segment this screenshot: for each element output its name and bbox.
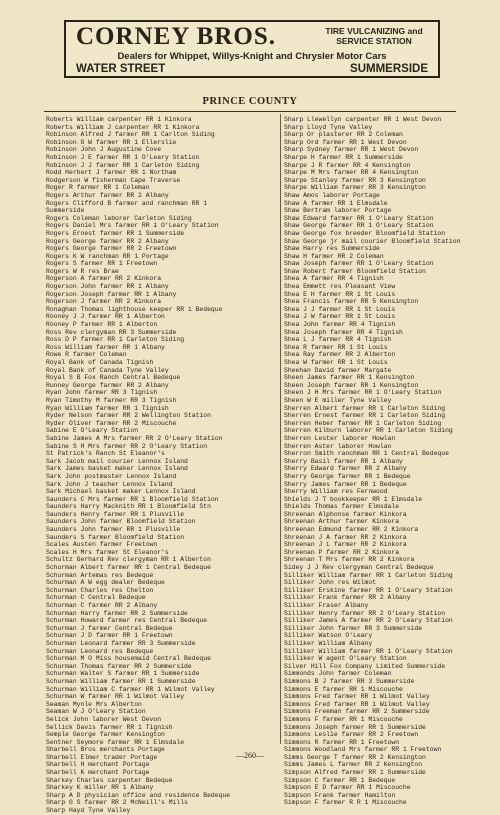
directory-entry: Schurman Albert farmer RR 1 Central Bedeque (46, 564, 211, 572)
directory-entry: Rogers W R res Brae (46, 267, 119, 275)
directory-entry: Schurman Walter S farmer RR 1 Summerside (46, 670, 200, 678)
directory-entry: Royal Bank of Canada Tignish (46, 359, 154, 366)
directory-entry: Ross William farmer RR 1 Albany (46, 343, 165, 351)
directory-entry: Shields J T bookkeeper RR 1 Elmsdale (284, 495, 423, 503)
directory-entry: Silliker John farmer RR 3 Summerside (284, 624, 423, 632)
directory-entry: Silliker John res Wilmot (284, 579, 377, 587)
directory-entry: Rogers Daniel Mrs farmer RR 1 O'Leary Station (46, 222, 219, 230)
directory-entry: Sheehan David farmer Margate (284, 366, 392, 374)
directory-entry: Sark John postmaster Lennox Island (46, 472, 177, 480)
directory-entry: Sabine James A Mrs farmer RR 2 O'Leary Station (46, 434, 223, 442)
directory-entry: Schurman Howard farmer res Central Bedeque (46, 617, 208, 625)
directory-entry: Sherren Aster laborer Howlan (284, 442, 392, 450)
directory-entry: Robinson G W farmer RR 1 Ellerslie (46, 138, 177, 146)
directory-entry: Schurman Leonard farmer RR 3 Summerside (46, 639, 196, 647)
directory-entry: Seaman W J O'Leary Station (46, 708, 146, 716)
directory-entry: Sark Jacob mail courier Lennox Island (46, 457, 188, 465)
directory-entry: Robinson Alfred J farmer RR 1 Carlton Siding (46, 131, 215, 139)
directory-entry: Shaw Harry res Summerside (284, 245, 380, 253)
directory-entry: Rowe R farmer Coleman (46, 351, 127, 359)
directory-entry: Simmons Freeman farmer RR 2 Summerside (284, 708, 430, 716)
directory-entry: Simmons E farmer RR 1 Miscouche (284, 685, 403, 693)
directory-entry: Silliker William farmer RR 1 O'Leary Station (284, 647, 453, 655)
ad-city: SUMMERSIDE (350, 63, 428, 75)
directory-entry: Rogers Coleman laborer Carleton Siding (46, 214, 192, 222)
directory-entry: Runney George farmer RR 2 Albany (46, 381, 169, 389)
directory-entry: Sherren Heber farmer RR 1 Carleton Siding (284, 419, 442, 427)
directory-entry: Schurman M O Miss housemaid Central Bedeque (46, 655, 211, 663)
directory-entry: Seaman Mynle Mrs Alberton (46, 700, 142, 708)
directory-entry: Ryan William farmer RR 1 Tignish (46, 404, 169, 412)
directory-entry: Rogers Clifford B farmer and ranchman RR 1 (46, 199, 208, 207)
directory-entry: Shea R farmer RR 1 St Louis (284, 343, 388, 351)
directory-entry: Shreenan Alphonse farmer Kinkora (284, 510, 407, 518)
directory-entry: Schurman Leonard res Bedeque (46, 647, 154, 655)
directory-entry: Rogerson John farmer RR 1 Albany (46, 283, 169, 291)
directory-entry: Saunders C Mrs farmer RR 1 Bloomfield Station (46, 495, 219, 503)
directory-entry: Sheen W E miller Tyne Valley (284, 396, 392, 404)
left-column (46, 116, 270, 815)
directory-entry: Schurman C farmer RR 2 Albany (46, 602, 158, 609)
directory-entry: Sharkey Charles carpenter Bedeque (46, 776, 173, 784)
directory-entry: Royal S B Fox Ranch Central Bedeque (46, 374, 181, 382)
directory-entry: Sherren Lester laborer Howlan (284, 434, 396, 442)
directory-entry: Sharp G S farmer RR 2 McNeill's Mills (46, 799, 188, 807)
directory-entry: Rodd Herbert J farmer RR 1 Northam (46, 169, 177, 177)
directory-entry: Shaw George jr mail courier Bloomfield Station (284, 237, 461, 245)
directory-entry: Shreenan Edmund farmer RR 2 Kinkora (284, 526, 419, 534)
directory-entry: Shaw Bertram laborer Portage (284, 207, 392, 215)
directory-entry: Rooney J J farmer RR 1 Alberton (46, 313, 165, 321)
directory-entry: Saunders S farmer Bloomfield Station (46, 533, 185, 541)
directory-entry: Silliker Henry farmer RR 2 O'Leary Station (284, 609, 446, 617)
directory-entry: Shields Thomas farmer Elmsdale (284, 503, 400, 511)
directory-entry: Simms George T farmer RR 2 Kensington (284, 753, 426, 761)
directory-entry: Shea Ray farmer RR 2 Alberton (284, 351, 396, 359)
directory-entry: Simmons F farmer RR 1 Miscouche (284, 715, 403, 723)
directory-entry: Schurman William farmer RR 1 Summerside (46, 677, 196, 685)
directory-entry: Sharpe M Mrs farmer RR 4 Kensington (284, 169, 419, 177)
directory-entry: Rodgerson W fisherman Cape Traverse (46, 176, 181, 184)
directory-entry: Shea E H farmer RR 1 St Louis (284, 290, 396, 298)
directory-entry: Robinson John J Augustine Cove (46, 146, 162, 154)
directory-entry: Rogerson Joseph farmer RR 1 Albany (46, 290, 177, 298)
directory-entry: Sherren Kilburn laborer RR 1 Carleton Siding (284, 427, 453, 435)
ad-title: CORNEY BROS. (76, 23, 276, 50)
directory-entry: Shreenan T Mrs farmer RR 2 Kinkora (284, 556, 415, 564)
directory-entry: Robinson J J farmer RR 1 Carleton Siding (46, 161, 200, 169)
directory-entry: Sharbell Elmer trader Portage (46, 753, 158, 761)
directory-entry: Rogers Ernest farmer RR 1 Summerside (46, 229, 185, 237)
directory-entry: Sherry George farmer RR 1 Bedeque (284, 472, 411, 480)
directory-entry: Shaw Robert farmer Bloomfield Station (284, 267, 426, 275)
directory-entry: Sheen Joseph farmer RR 1 Kensington (284, 381, 419, 389)
directory-entry: Sharpe Stanley farmer RR 3 Kensington (284, 176, 426, 184)
directory-entry: Silliker Frank farmer RR 2 Albany (284, 594, 411, 602)
directory-entry: Sellick Davis farmer RR 1 Tignish (46, 723, 173, 731)
directory-entry: Rogers S farmer RR 1 Freetown (46, 260, 158, 268)
directory-entry: Ryan Timothy M farmer RR 3 Tignish (46, 396, 177, 404)
directory-entry: Ryan John farmer RR 3 Tignish (46, 389, 158, 397)
directory-entry: Simmons Joseph farmer RR 1 Summerside (284, 723, 426, 731)
directory-entry: Sharp Hayd Tyne Valley (46, 807, 131, 815)
directory-entry: Semple George farmer Kensington (46, 731, 165, 739)
directory-entry: Silliker Watson O'Leary (284, 632, 373, 640)
directory-entry: Shreenan Arthur farmer Kinkora (284, 518, 400, 526)
directory-entry: Shaw Edward farmer RR 1 O'Leary Station (284, 214, 434, 222)
directory-entry: Simpson C farmer RR 1 Bedeque (284, 776, 396, 784)
directory-entry: Schurman Thomas farmer RR 2 Summerside (46, 662, 192, 670)
directory-entry: Shaw H farmer RR 2 Coleman (284, 252, 384, 260)
directory-entry: Sharp Or plasterer RR 2 Coleman (284, 131, 403, 139)
directory-entry: Rogerson J farmer RR 2 Kinkora (46, 298, 162, 306)
directory-entry: Sharpe H farmer RR 1 Summerside (284, 153, 403, 161)
directory-entry: Sherry Basil farmer RR 1 Albany (284, 457, 403, 465)
directory-entry: Schurman J farmer Central Bedeque (46, 624, 173, 632)
directory-entry: Simmonds John farmer Coleman (284, 670, 392, 678)
directory-entry: St Patrick's Ranch St Eleanor's (46, 450, 165, 458)
directory-entry: Scales H Mrs farmer St Eleanor's (46, 548, 169, 556)
directory-entry: Shea W farmer RR 1 St Louis (284, 359, 388, 366)
directory-entry: Sherren Ernest farmer RR 1 Carleton Siding (284, 412, 446, 420)
directory-entry: Simmons Woodland Mrs farmer RR 1 Freetown (284, 746, 442, 754)
directory-entry: Silliker William Albany (284, 639, 373, 647)
directory-entry: Shea L J farmer RR 4 Tignish (284, 336, 392, 344)
directory-entry: Saunders Harry Macknith RR 1 Bloomfield Stn (46, 503, 211, 511)
directory-entry: Schurman Harry farmer RR 2 Summerside (46, 609, 188, 617)
directory-entry: Sheen J H Mrs farmer RR 1 O'Leary Station (284, 389, 442, 397)
directory-entry: Sabine E O'Leary Station (46, 427, 139, 435)
ad-services-line2: SERVICE STATION (336, 36, 412, 46)
directory-entry: Shaw A farmer RR 1 Elmsdale (284, 199, 388, 207)
directory-entry: Silliker James A farmer RR 2 O'Leary Station (284, 617, 453, 625)
directory-entry: Saunders Henry farmer RR 1 Plusville (46, 510, 185, 518)
directory-entry: Sharpe William farmer RR 3 Kensington (284, 184, 426, 192)
directory-entry: Simmons Fred farmer RR 1 Wilmot Valley (284, 700, 430, 708)
directory-entry: Sherry Edward farmer RR 2 Albany (284, 465, 407, 473)
ad-street: WATER STREET (76, 63, 166, 75)
directory-entry: Sark John J teacher Lennox Island (46, 480, 173, 488)
directory-entry: Schurman J D farmer RR 1 Freetown (46, 632, 173, 640)
directory-entry: Shreenan P farmer RR 2 Kinkora (284, 548, 400, 556)
directory-entry: Shea Joseph farmer RR 4 Tignish (284, 328, 403, 336)
advertisement-box (64, 20, 440, 78)
directory-entry: Sherron Smith ranchman RR 1 Central Bedeque (284, 450, 449, 458)
directory-entry: Shreenan J L farmer RR 2 Kinkora (284, 541, 407, 549)
directory-entry: Scales Austen farmer Freetown (46, 541, 158, 549)
page-number: —260— (236, 751, 264, 760)
directory-entry: Schurman Charles res Chelton (46, 586, 154, 594)
directory-entry: Shaw George farmer RR 1 O'Leary Station (284, 222, 434, 230)
directory-entry: Sharbell K merchant Portage (46, 769, 150, 777)
directory-entry: Silliker Fraser Albany (284, 602, 369, 609)
directory-entry: Silliker W agent O'Leary Station (284, 655, 407, 663)
directory-entry: Rogers George farmer RR 2 Albany (46, 237, 169, 245)
directory-entry: Simmons B J farmer RR 3 Summerside (284, 677, 415, 685)
directory-entry: Ronaghan Thomas lighthouse keeper RR 1 Bedeque (46, 305, 223, 313)
directory-entry: Sharkey K miller RR 1 Albany (46, 784, 154, 792)
directory-entry: Sherry James farmer RR 1 Bedeque (284, 480, 407, 488)
directory-entry: Shea J W farmer RR 1 St Louis (284, 313, 396, 321)
right-column (284, 116, 500, 807)
directory-entry: Schurman William C farmer RR 1 Wilmot Valley (46, 685, 215, 693)
county-heading: PRINCE COUNTY (202, 96, 298, 107)
directory-entry: Sidey J J Rev clergyman Central Bedeque (284, 564, 434, 572)
directory-entry: Sark Michael basket maker Lennox Island (46, 488, 196, 496)
directory-entry: Silliker Erskine farmer RR 1 O'Leary Station (284, 586, 453, 594)
directory-entry: Sharbell Bros merchants Portage (46, 746, 165, 754)
directory-entry: Silliker William farmer RR 1 Carleton Siding (284, 571, 453, 579)
directory-entry: Simmons R farmer RR 1 Freetown (284, 738, 400, 746)
directory-entry: Sheen James farmer RR 1 Kensington (284, 374, 415, 382)
directory-entry: Schurman W farmer RR 1 Wilmot Valley (46, 693, 185, 701)
directory-entry: Shaw Joseph farmer RR 1 O'Leary Station (284, 260, 434, 268)
header-rule (44, 111, 456, 112)
directory-entry: Ryder Nelson farmer RR 2 Wellington Station (46, 412, 211, 420)
directory-entry: Sharp Lloyd Tyne Valley (284, 123, 373, 131)
directory-entry: Rogers George farmer RR 2 Freetown (46, 245, 177, 253)
directory-entry: Shreenan J A farmer RR 2 Kinkora (284, 533, 407, 541)
directory-entry: Roberts William carpenter RR 1 Kinkora (46, 116, 192, 123)
directory-entry: Ross Rev clergyman RR 3 Summerside (46, 328, 177, 336)
directory-entry: Simmons Leslie farmer RR 2 Freetown (284, 731, 419, 739)
directory-entry: Sherry William res Fernwood (284, 488, 388, 496)
directory-entry: Sark James basket maker Lennox Island (46, 465, 188, 473)
directory-entry: Simpson Alfred farmer RR 1 Summerside (284, 769, 426, 777)
directory-entry: Summerside (46, 207, 85, 215)
directory-entry: Sharp Sydney farmer RR 1 West Devon (284, 146, 419, 154)
directory-entry: Schultz Gerhard Rev clergyman RR 1 Alberton (46, 556, 211, 564)
directory-entry: Selick John laborer West Devon (46, 715, 162, 723)
directory-entry: Sentner Seymore farmer RR 1 Elmsdale (46, 738, 185, 746)
directory-entry: Shea J J farmer RR 1 St Louis (284, 305, 396, 313)
directory-entry: Simpson E D farmer RR 1 Miscouche (284, 784, 411, 792)
directory-entry: Sharpe J R farmer RR 4 Kensington (284, 161, 411, 169)
directory-entry: Saunders John farmer Bloomfield Station (46, 518, 196, 526)
directory-entry: Silver Hill Fox Company Limited Summerside (284, 662, 446, 670)
directory-entry: Simmons Fred farmer RR 1 Wilmot Valley (284, 693, 430, 701)
directory-entry: Shea Emmett res Pleasant View (284, 283, 396, 291)
directory-entry: Rooney P farmer RR 1 Alberton (46, 321, 158, 329)
directory-entry: Sharbell H merchant Portage (46, 761, 150, 769)
column-divider (280, 114, 281, 744)
directory-entry: Shaw George fox breeder Bloomfield Station (284, 229, 446, 237)
directory-entry: Sharp Ord farmer RR 1 West Devon (284, 138, 407, 146)
directory-entry: Sharp A D physician office and residence Bedeque (46, 791, 231, 799)
directory-entry: Rogers Arthur farmer RR 2 Albany (46, 191, 169, 199)
ad-services (310, 26, 438, 46)
directory-entry: Shaw Amos laborer Portage (284, 191, 380, 199)
ad-dealers: Dealers for Whippet, Willys-Knight and Chrysler Motor Cars (117, 51, 387, 62)
directory-entry: Saunders John farmer RR 1 Plusville (46, 526, 181, 534)
directory-entry: Roger R farmer RR 1 Coleman (46, 184, 150, 192)
directory-entry: Rogers K W ranchman RR 1 Portage (46, 252, 169, 260)
directory-entry: Schurman A W egg dealer Bedeque (46, 579, 165, 587)
directory-entry: Simpson Frank farmer Hamilton (284, 791, 396, 799)
directory-entry: Robinson J E farmer RR 1 O'Leary Station (46, 153, 200, 161)
ad-services-line1: TIRE VULCANIZING and (325, 26, 423, 36)
directory-entry: Simms James L farmer RR 2 Kensington (284, 761, 423, 769)
directory-entry: Ryder Oliver farmer RR 2 Miscouche (46, 419, 177, 427)
directory-entry: Ross D P farmer RR 1 Carleton Siding (46, 336, 185, 344)
directory-entry: Sharp Llewellyn carpenter RR 1 West Devon (284, 116, 442, 123)
directory-entry: Schurman Artemas res Bedeque (46, 571, 154, 579)
directory-entry: Sabine S H Mrs farmer RR 2 O'Leary Station (46, 442, 208, 450)
directory-entry: Shea Francis farmer RR 5 Kensington (284, 298, 419, 306)
directory-entry: Shea John farmer RR 4 Tignish (284, 321, 396, 329)
directory-entry: Shea A farmer RR 4 Tignish (284, 275, 384, 283)
directory-entry: Roberts William J carpenter RR 1 Kinkora (46, 123, 200, 131)
directory-entry: Royal Bank of Canada Tyne Valley (46, 366, 169, 374)
directory-entry: Schurman C Central Bedeque (46, 594, 146, 602)
directory-entry: Simpson F farmer R R 1 Miscouche (284, 799, 407, 807)
directory-entry: Sherren Albert farmer RR 1 Carleton Siding (284, 404, 446, 412)
directory-entry: Rogerson A farmer RR 2 Kinkora (46, 275, 162, 283)
